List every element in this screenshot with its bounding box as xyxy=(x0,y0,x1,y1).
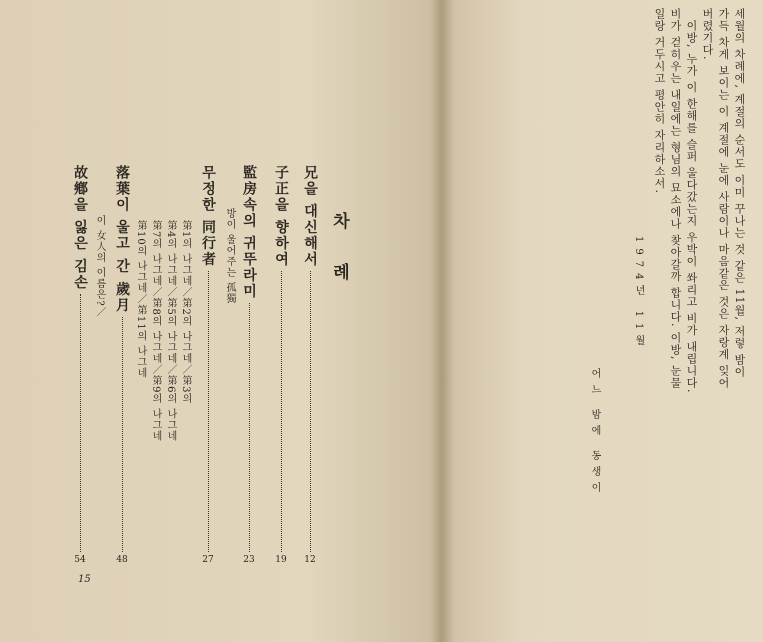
page-number: 15 xyxy=(78,574,91,585)
preface-line: 이방, 누가 이 한해를 슬퍼 울다갔는지 우박이 쏴리고 비가 내립니다. xyxy=(685,20,698,394)
book-gutter xyxy=(430,0,454,642)
right-page xyxy=(441,0,763,642)
toc-entry xyxy=(198,165,218,565)
toc-subtitle: 방이 울어주는 孤獨 xyxy=(224,208,235,305)
leader-dots xyxy=(80,294,81,552)
preface-line: 가득 차게 보이는 이 계절에 눈에 사람이나 마음같은 것은 자랑계 잊어 xyxy=(717,8,730,389)
toc-entry-title: 子正을 향하여 xyxy=(273,165,289,268)
preface-signature: 어느 밤에 동생이 xyxy=(589,368,600,499)
toc-entry-title: 監房속의 귀뚜라미 xyxy=(241,165,257,300)
toc-entry-title: 兄을 대신해서 xyxy=(302,165,318,268)
toc-entry xyxy=(300,165,320,565)
toc-entry-page: 23 xyxy=(243,555,255,565)
toc-entry-page: 12 xyxy=(304,555,316,565)
toc-entry xyxy=(112,165,132,565)
preface-line: 비가 걷히우는 내일에는 형님의 묘소에나 찾아갈까 합니다. 이방, 눈물 xyxy=(669,8,682,389)
toc-entry-page: 19 xyxy=(275,555,287,565)
toc-entry xyxy=(271,165,291,565)
toc-entry-title: 무정한 同行者 xyxy=(200,165,216,268)
preface-date: 1974년 11월 xyxy=(633,236,644,352)
leader-dots xyxy=(208,271,209,552)
toc-entry xyxy=(239,165,259,565)
chapter-list-line: 第10의 나그네／第11의 나그네 xyxy=(135,220,146,379)
chapter-list-line: 第7의 나그네／第8의 나그네／第9의 나그네 xyxy=(150,220,161,442)
preface-line: 버렸기다. xyxy=(701,8,714,61)
leader-dots xyxy=(122,317,123,552)
toc-entry-title: 故鄕을 잃은 김손 xyxy=(72,165,88,291)
toc-entry-page: 48 xyxy=(116,555,128,565)
toc-entry-page: 54 xyxy=(74,555,86,565)
chapter-list-line: 第1의 나그네／第2의 나그네／第3의 xyxy=(180,220,191,405)
toc-entry-page: 27 xyxy=(202,555,214,565)
preface-line: 세월의 차례에, 계절의 순서도 이미 꾸나는 것 같은 11월, 저렇 밤이 xyxy=(733,8,746,378)
leader-dots xyxy=(310,271,311,552)
leader-dots xyxy=(281,271,282,552)
toc-heading: 차 례 xyxy=(329,212,349,294)
leader-dots xyxy=(249,303,250,552)
toc-entry-title: 落葉이 울고 간 歲月 xyxy=(114,165,130,314)
toc-entry xyxy=(70,165,90,565)
toc-subtitle: 이 女人의 이름은?／ xyxy=(94,215,105,318)
chapter-list-line: 第4의 나그네／第5의 나그네／第6의 나그네 xyxy=(165,220,176,442)
preface-line: 일랑 거두시고 평안히 자리하소서. xyxy=(653,8,666,194)
